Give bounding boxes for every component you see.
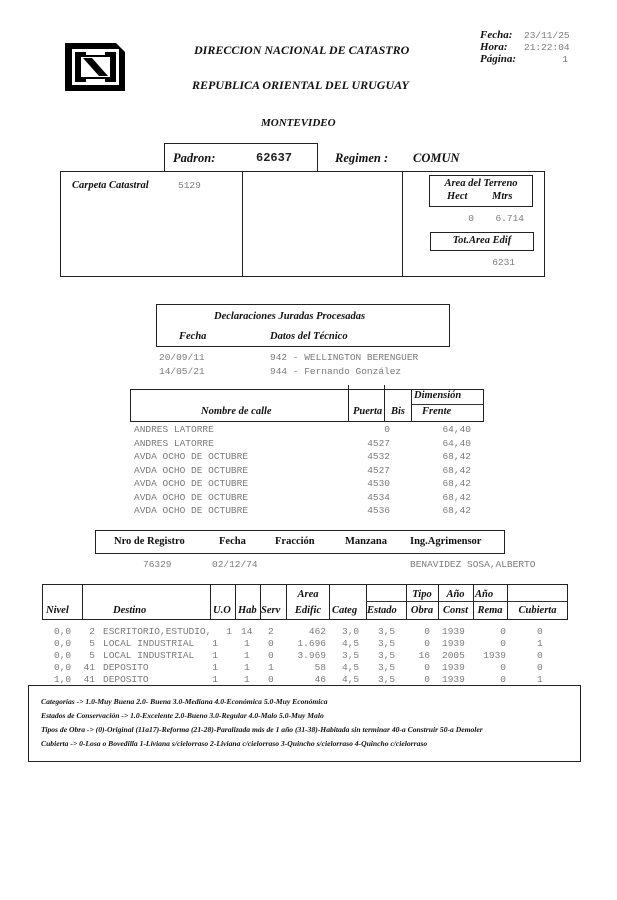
unidad-estado: 3,5 xyxy=(378,674,396,685)
unidad-cod: 2 xyxy=(89,626,95,637)
unidades-col-cubierta: Cubierta xyxy=(518,605,557,616)
registro-nro: 76329 xyxy=(143,559,172,570)
calle-puerta: 0 xyxy=(384,424,390,435)
unidad-cod: 5 xyxy=(89,650,95,661)
area-terreno-title: Area del Terreno xyxy=(444,178,518,189)
unidad-hab: 1 xyxy=(244,674,250,685)
unidad-const: 1939 xyxy=(442,626,465,637)
unidad-categ: 3,0 xyxy=(342,626,360,637)
unidad-destino: LOCAL INDUSTRIAL xyxy=(103,638,195,649)
unidad-nivel: 0,0 xyxy=(54,650,72,661)
unidades-col-area-top: Area xyxy=(297,589,319,600)
unidades-col-area-bottom: Edific xyxy=(294,605,322,616)
registro-col-fraccion: Fracción xyxy=(275,536,315,547)
divider xyxy=(384,385,385,422)
unidades-col-uo: U.O xyxy=(213,605,231,616)
unidad-tipo: 0 xyxy=(424,626,430,637)
unidades-col-categ: Categ xyxy=(332,605,358,616)
padron-value: 62637 xyxy=(256,151,293,165)
unidad-area: 58 xyxy=(314,662,326,673)
unidad-area: 3.969 xyxy=(297,650,326,661)
unidad-const: 1939 xyxy=(442,662,465,673)
unidad-estado: 3,5 xyxy=(378,650,396,661)
hect-value: 0 xyxy=(468,213,474,224)
unidades-col-destino: Destino xyxy=(113,605,147,616)
registro-col-nro: Nro de Registro xyxy=(114,536,185,547)
unidad-tipo: 16 xyxy=(418,650,430,661)
unidad-uo: 1 xyxy=(212,662,218,673)
unidad-cubierta: 0 xyxy=(537,662,543,673)
declaraciones-col-fecha: Fecha xyxy=(179,331,207,342)
unidades-col-tipo-bottom: Obra xyxy=(410,605,434,616)
divider xyxy=(402,171,403,277)
unidad-hab: 1 xyxy=(244,638,250,649)
unidades-col-estado: Estado xyxy=(367,605,397,616)
registro-col-fecha: Fecha xyxy=(219,536,246,547)
unidad-rema: 1939 xyxy=(483,650,506,661)
calle-puerta: 4527 xyxy=(367,465,390,476)
unidad-serv: 2 xyxy=(268,626,274,637)
divider xyxy=(366,601,568,602)
calle-frente: 64,40 xyxy=(442,438,471,449)
header-title-catastro: DIRECCION NACIONAL DE CATASTRO xyxy=(194,43,410,57)
unidad-hab: 1 xyxy=(244,662,250,673)
unidad-serv: 1 xyxy=(268,662,274,673)
divider xyxy=(82,584,83,620)
calle-nombre: AVDA OCHO DE OCTUBRE xyxy=(134,465,249,476)
unidades-col-const-top: Año xyxy=(446,589,465,600)
unidad-area: 1.696 xyxy=(297,638,326,649)
unidad-cubierta: 1 xyxy=(537,638,543,649)
unidad-rema: 0 xyxy=(500,674,506,685)
unidades-col-rema-top: Año xyxy=(475,589,494,600)
hora-label: Hora: xyxy=(480,41,508,53)
calle-puerta: 4536 xyxy=(367,505,390,516)
tot-area-label: Tot.Area Edif xyxy=(452,235,512,246)
calle-nombre: AVDA OCHO DE OCTUBRE xyxy=(134,492,249,503)
hora-value: 21:22:04 xyxy=(524,42,570,53)
divider xyxy=(210,584,211,620)
calle-frente: 68,42 xyxy=(442,451,471,462)
leyenda-categorias: Categorías -> 1.0-Muy Buena 2.0- Buena 3.0-Mediana 4.0-Económica 5.0-Muy Económica xyxy=(41,697,328,706)
calle-frente: 68,42 xyxy=(442,465,471,476)
calles-col-frente: Frente xyxy=(422,406,452,417)
divider xyxy=(329,584,330,620)
calle-puerta: 4530 xyxy=(367,478,390,489)
unidad-nivel: 0,0 xyxy=(54,626,72,637)
fecha-label: Fecha: xyxy=(480,29,513,41)
unidad-rema: 0 xyxy=(500,626,506,637)
fecha-value: 23/11/25 xyxy=(524,30,570,41)
unidad-uo: 1 xyxy=(212,650,218,661)
hect-label: Hect xyxy=(447,191,468,202)
unidades-col-const-bottom: Const xyxy=(442,605,469,616)
registro-agrimensor: BENAVIDEZ SOSA,ALBERTO xyxy=(410,559,536,570)
declaraciones-col-tecnico: Datos del Técnico xyxy=(270,331,348,342)
calle-puerta: 4534 xyxy=(367,492,390,503)
mtrs-label: Mtrs xyxy=(492,191,513,202)
calles-col-dimension: Dimensión xyxy=(414,390,462,401)
declaracion-tecnico: 944 - Fernando González xyxy=(270,366,402,377)
unidad-tipo: 0 xyxy=(424,674,430,685)
unidad-cubierta: 1 xyxy=(537,674,543,685)
unidad-rema: 0 xyxy=(500,662,506,673)
divider xyxy=(411,404,484,405)
unidad-categ: 4,5 xyxy=(342,662,360,673)
unidades-col-rema-bottom: Rema xyxy=(477,605,503,616)
unidad-destino: ESCRITORIO,ESTUDIO, xyxy=(103,626,212,637)
unidad-categ: 4,5 xyxy=(342,674,360,685)
calle-frente: 68,42 xyxy=(442,478,471,489)
unidad-cubierta: 0 xyxy=(537,650,543,661)
calle-nombre: ANDRES LATORRE xyxy=(134,424,214,435)
unidad-estado: 3,5 xyxy=(378,626,396,637)
unidad-uo: 1 xyxy=(212,674,218,685)
unidad-hab: 14 xyxy=(241,626,253,637)
unidad-cubierta: 0 xyxy=(537,626,543,637)
unidad-destino: LOCAL INDUSTRIAL xyxy=(103,650,195,661)
calle-nombre: AVDA OCHO DE OCTUBRE xyxy=(134,505,249,516)
declaracion-fecha: 20/09/11 xyxy=(159,352,205,363)
catastro-logo-icon xyxy=(64,42,126,92)
unidad-serv: 0 xyxy=(268,674,274,685)
calles-col-bis: Bis xyxy=(391,406,406,417)
mtrs-value: 6.714 xyxy=(495,213,524,224)
tot-area-value: 6231 xyxy=(492,257,515,268)
unidad-const: 1939 xyxy=(442,674,465,685)
padron-label: Padron: xyxy=(173,151,216,165)
carpeta-label: Carpeta Catastral xyxy=(72,180,149,191)
unidades-col-tipo-top: Tipo xyxy=(412,589,432,600)
regimen-label: Regimen : xyxy=(335,151,389,165)
registro-col-agrimensor: Ing.Agrimensor xyxy=(410,536,482,547)
unidad-tipo: 0 xyxy=(424,662,430,673)
calle-nombre: ANDRES LATORRE xyxy=(134,438,214,449)
unidad-nivel: 0,0 xyxy=(54,638,72,649)
department-name: MONTEVIDEO xyxy=(261,117,336,129)
unidad-tipo: 0 xyxy=(424,638,430,649)
calle-frente: 68,42 xyxy=(442,492,471,503)
divider xyxy=(348,385,349,422)
registro-fecha: 02/12/74 xyxy=(212,559,258,570)
divider xyxy=(235,584,236,620)
unidad-estado: 3,5 xyxy=(378,662,396,673)
declaracion-fecha: 14/05/21 xyxy=(159,366,205,377)
leyenda-estados: Estados de Conservación -> 1.0-Excelente 2.0-Bueno 3.0-Regular 4.0-Malo 5.0-Muy Malo xyxy=(41,711,324,720)
calle-frente: 68,42 xyxy=(442,505,471,516)
unidad-destino: DEPOSITO xyxy=(103,662,149,673)
divider xyxy=(411,389,412,422)
unidad-const: 1939 xyxy=(442,638,465,649)
unidad-nivel: 1,0 xyxy=(54,674,72,685)
calles-col-nombre: Nombre de calle xyxy=(201,406,272,417)
pagina-label: Página: xyxy=(480,53,517,65)
calle-nombre: AVDA OCHO DE OCTUBRE xyxy=(134,451,249,462)
leyenda-cubierta: Cubierta -> 0-Losa o Bovedilla 1-Liviana s/cielorraso 2-Liviana c/cielorraso 3-Quincho s/cielorraso 4-Quincho c/cielorraso xyxy=(41,739,428,748)
calle-frente: 64,40 xyxy=(442,424,471,435)
unidad-serv: 0 xyxy=(268,638,274,649)
registro-col-manzana: Manzana xyxy=(345,536,387,547)
unidad-area: 462 xyxy=(308,626,326,637)
unidad-categ: 3,5 xyxy=(342,650,360,661)
carpeta-value: 5129 xyxy=(178,180,201,191)
unidad-estado: 3,5 xyxy=(378,638,396,649)
unidad-categ: 4,5 xyxy=(342,638,360,649)
unidad-cod: 41 xyxy=(83,674,95,685)
unidad-serv: 0 xyxy=(268,650,274,661)
unidad-uo: 1 xyxy=(226,626,232,637)
declaraciones-title: Declaraciones Juradas Procesadas xyxy=(214,311,366,322)
regimen-value: COMUN xyxy=(413,151,460,165)
unidades-col-hab: Hab xyxy=(238,605,257,616)
calle-nombre: AVDA OCHO DE OCTUBRE xyxy=(134,478,249,489)
unidad-hab: 1 xyxy=(244,650,250,661)
unidades-col-nivel: Nivel xyxy=(46,605,69,616)
unidad-const: 2005 xyxy=(442,650,465,661)
unidad-cod: 41 xyxy=(83,662,95,673)
declaracion-tecnico: 942 - WELLINGTON BERENGUER xyxy=(270,352,419,363)
leyenda-tipos-obra: Tipos de Obra -> (0)-Original (11a17)-Reforma (21-28)-Paralizada más de 1 año (31-38)-Habitada sin terminar 40-a Construir 50-a Demoler xyxy=(41,725,483,734)
unidad-rema: 0 xyxy=(500,638,506,649)
divider xyxy=(242,171,243,277)
unidad-destino: DEPOSITO xyxy=(103,674,149,685)
unidad-area: 46 xyxy=(314,674,326,685)
unidad-nivel: 0,0 xyxy=(54,662,72,673)
calle-puerta: 4527 xyxy=(367,438,390,449)
calles-col-puerta: Puerta xyxy=(353,406,383,417)
unidades-col-serv: Serv xyxy=(261,605,281,616)
pagina-value: 1 xyxy=(562,54,568,65)
calle-puerta: 4532 xyxy=(367,451,390,462)
unidad-uo: 1 xyxy=(212,638,218,649)
header-title-republica: REPUBLICA ORIENTAL DEL URUGUAY xyxy=(192,78,409,92)
unidad-cod: 5 xyxy=(89,638,95,649)
